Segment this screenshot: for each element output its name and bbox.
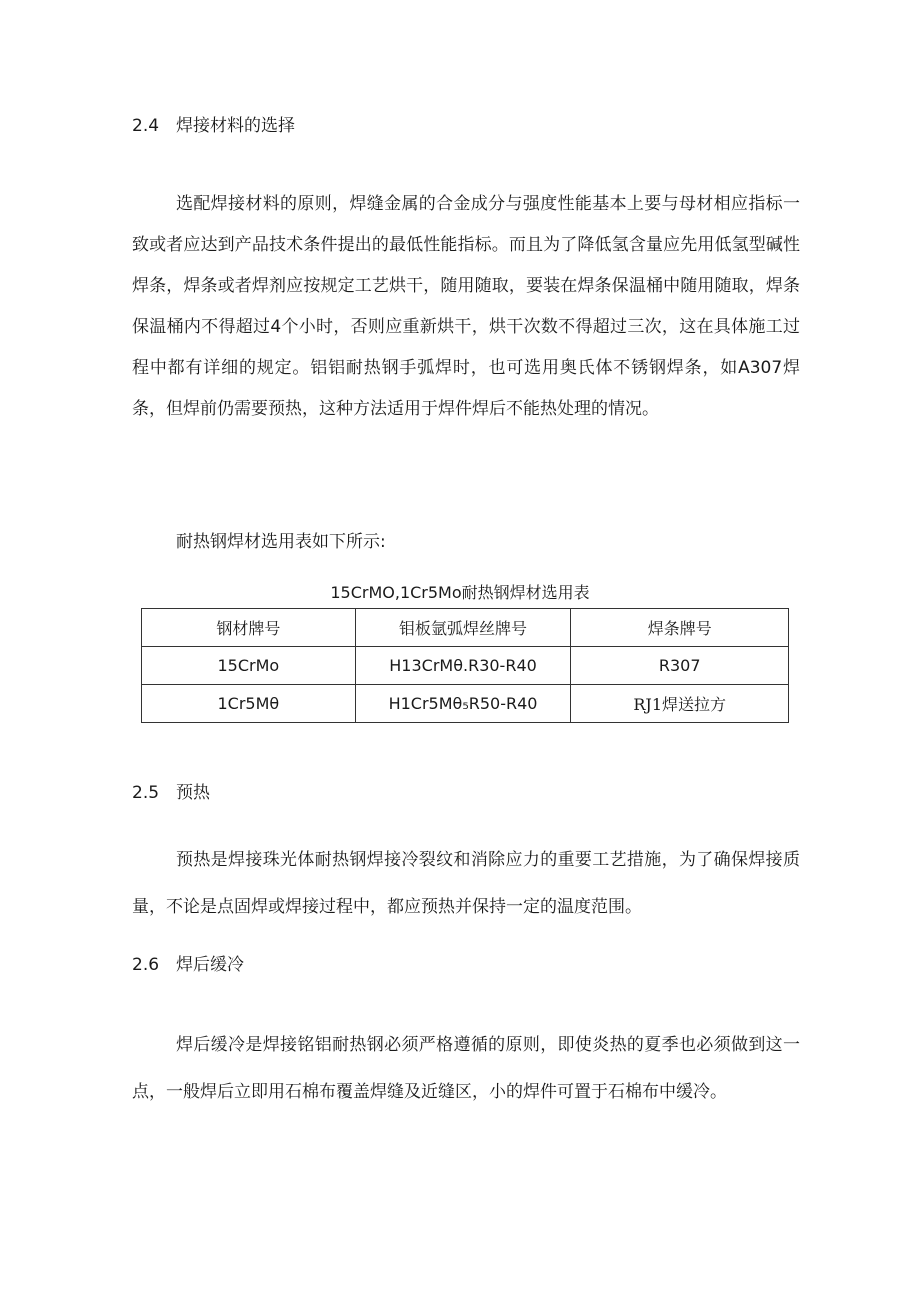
section-title: 焊接材料的选择: [176, 116, 295, 136]
header-wire-grade: 钼板氩弧焊丝牌号: [355, 609, 571, 647]
section-number: 2.4: [132, 116, 160, 136]
paragraph-preheat: 预热是焊接珠光体耐热钢焊接冷裂纹和消除应力的重要工艺措施，为了确保焊接质量，不论是点固焊或焊接过程中，都应预热并保持一定的温度范围。: [132, 850, 800, 917]
section-heading-2-5: [132, 783, 210, 803]
cell-electrode-grade: R307: [571, 647, 789, 685]
paragraph-slow-cooling: 焊后缓冷是焊接铭铝耐热钢必须严格遵循的原则，即使炎热的夏季也必须做到这一点，一般焊后立即用石棉布覆盖焊缝及近缝区，小的焊件可置于石棉布中缓冷。: [132, 1035, 800, 1102]
table-header-row: [142, 609, 789, 647]
cell-steel-grade: 15CrMo: [142, 647, 356, 685]
section-title: 预热: [176, 783, 210, 803]
header-steel-grade: 钢材牌号: [142, 609, 356, 647]
header-electrode-grade: 焊条牌号: [571, 609, 789, 647]
section-number: 2.6: [132, 955, 160, 975]
welding-material-table: [141, 608, 789, 723]
cell-steel-grade: 1Cr5Mθ: [142, 685, 356, 723]
section-heading-2-4: [132, 116, 295, 136]
cell-wire-grade: H13CrMθ.R30-R40: [355, 647, 571, 685]
section-title: 焊后缓冷: [176, 955, 244, 975]
paragraph-material-selection: 选配焊接材料的原则，焊缝金属的合金成分与强度性能基本上要与母材相应指标一致或者应达到产品技术条件提出的最低性能指标。而且为了降低氢含量应先用低氢型碱性焊条，焊条或者焊剂应按规定工艺烘干，随用随取，要装在焊条保温桶中随用随取，焊条保温桶内不得超过4个小时，否则应重新烘干，烘干次数不得超过三次，这在具体施工过程中都有详细的规定。铝铝耐热钢手弧焊时，也可选用奥氏体不锈钢焊条，如A307焊条，但焊前仍需要预热，这种方法适用于焊件焊后不能热处理的情况。: [132, 194, 800, 419]
cell-wire-grade: H1Cr5Mθ₅R50-R40: [355, 685, 571, 723]
table-caption: 15CrMO,1Cr5Mo耐热钢焊材选用表: [330, 583, 590, 602]
table-row: [142, 647, 789, 685]
table-intro-text: 耐热钢焊材选用表如下所示:: [176, 532, 386, 552]
section-number: 2.5: [132, 783, 160, 803]
cell-electrode-grade: RJ1焊送拉方: [571, 685, 789, 723]
section-heading-2-6: [132, 955, 244, 975]
table-row: [142, 685, 789, 723]
